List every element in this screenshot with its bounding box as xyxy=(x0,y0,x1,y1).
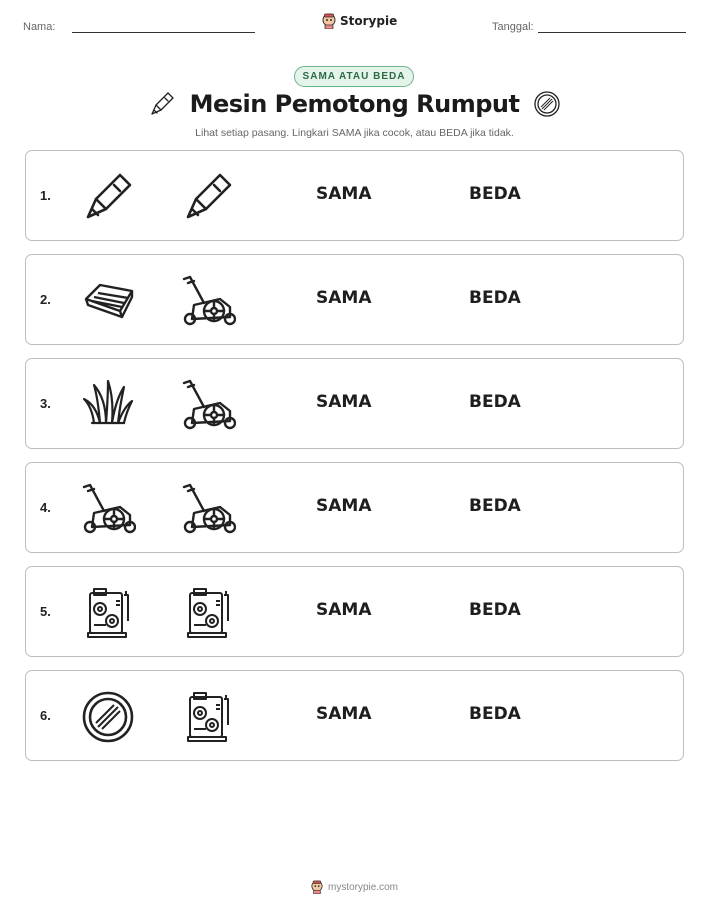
activity-badge: SAMA ATAU BEDA xyxy=(294,66,414,87)
question-number: 6. xyxy=(40,708,51,723)
lawn-mower-icon xyxy=(180,377,236,433)
brand-logo xyxy=(322,13,397,29)
utility-knife-icon xyxy=(80,169,136,225)
title-row xyxy=(0,90,709,118)
question-number: 5. xyxy=(40,604,51,619)
question-row-1 xyxy=(25,150,684,241)
same-option[interactable]: SAMA xyxy=(316,288,372,308)
lawn-mower-icon xyxy=(180,273,236,329)
grass-icon xyxy=(80,377,136,433)
question-row-5 xyxy=(25,566,684,657)
same-option[interactable]: SAMA xyxy=(316,496,372,516)
lawn-mower-icon xyxy=(180,481,236,537)
storypie-mascot-icon xyxy=(311,880,323,894)
grass-sod-icon xyxy=(80,273,136,329)
date-field[interactable] xyxy=(538,32,686,33)
different-option[interactable]: BEDA xyxy=(469,704,521,724)
different-option[interactable]: BEDA xyxy=(469,600,521,620)
question-number: 2. xyxy=(40,292,51,307)
blade-disc-icon xyxy=(533,90,561,118)
engine-icon xyxy=(180,689,236,745)
question-row-3 xyxy=(25,358,684,449)
question-number: 1. xyxy=(40,188,51,203)
utility-knife-icon xyxy=(180,169,236,225)
same-option[interactable]: SAMA xyxy=(316,392,372,412)
instructions: Lihat setiap pasang. Lingkari SAMA jika cocok, atau BEDA jika tidak. xyxy=(195,127,514,139)
footer xyxy=(0,880,709,894)
different-option[interactable]: BEDA xyxy=(469,496,521,516)
question-row-2 xyxy=(25,254,684,345)
utility-knife-icon xyxy=(148,90,176,118)
same-option[interactable]: SAMA xyxy=(316,704,372,724)
question-row-4 xyxy=(25,462,684,553)
blade-disc-icon xyxy=(80,689,136,745)
name-field[interactable] xyxy=(72,32,255,33)
question-number: 4. xyxy=(40,500,51,515)
same-option[interactable]: SAMA xyxy=(316,600,372,620)
different-option[interactable]: BEDA xyxy=(469,184,521,204)
question-row-6 xyxy=(25,670,684,761)
different-option[interactable]: BEDA xyxy=(469,288,521,308)
different-option[interactable]: BEDA xyxy=(469,392,521,412)
same-option[interactable]: SAMA xyxy=(316,184,372,204)
engine-icon xyxy=(80,585,136,641)
engine-icon xyxy=(180,585,236,641)
footer-url[interactable]: mystorypie.com xyxy=(327,881,398,893)
date-label: Tanggal: xyxy=(492,21,534,33)
name-label: Nama: xyxy=(23,21,56,33)
question-number: 3. xyxy=(40,396,51,411)
lawn-mower-icon xyxy=(80,481,136,537)
page-title: Mesin Pemotong Rumput xyxy=(189,90,520,118)
storypie-mascot-icon xyxy=(322,13,336,29)
brand-name: Storypie xyxy=(340,14,398,28)
